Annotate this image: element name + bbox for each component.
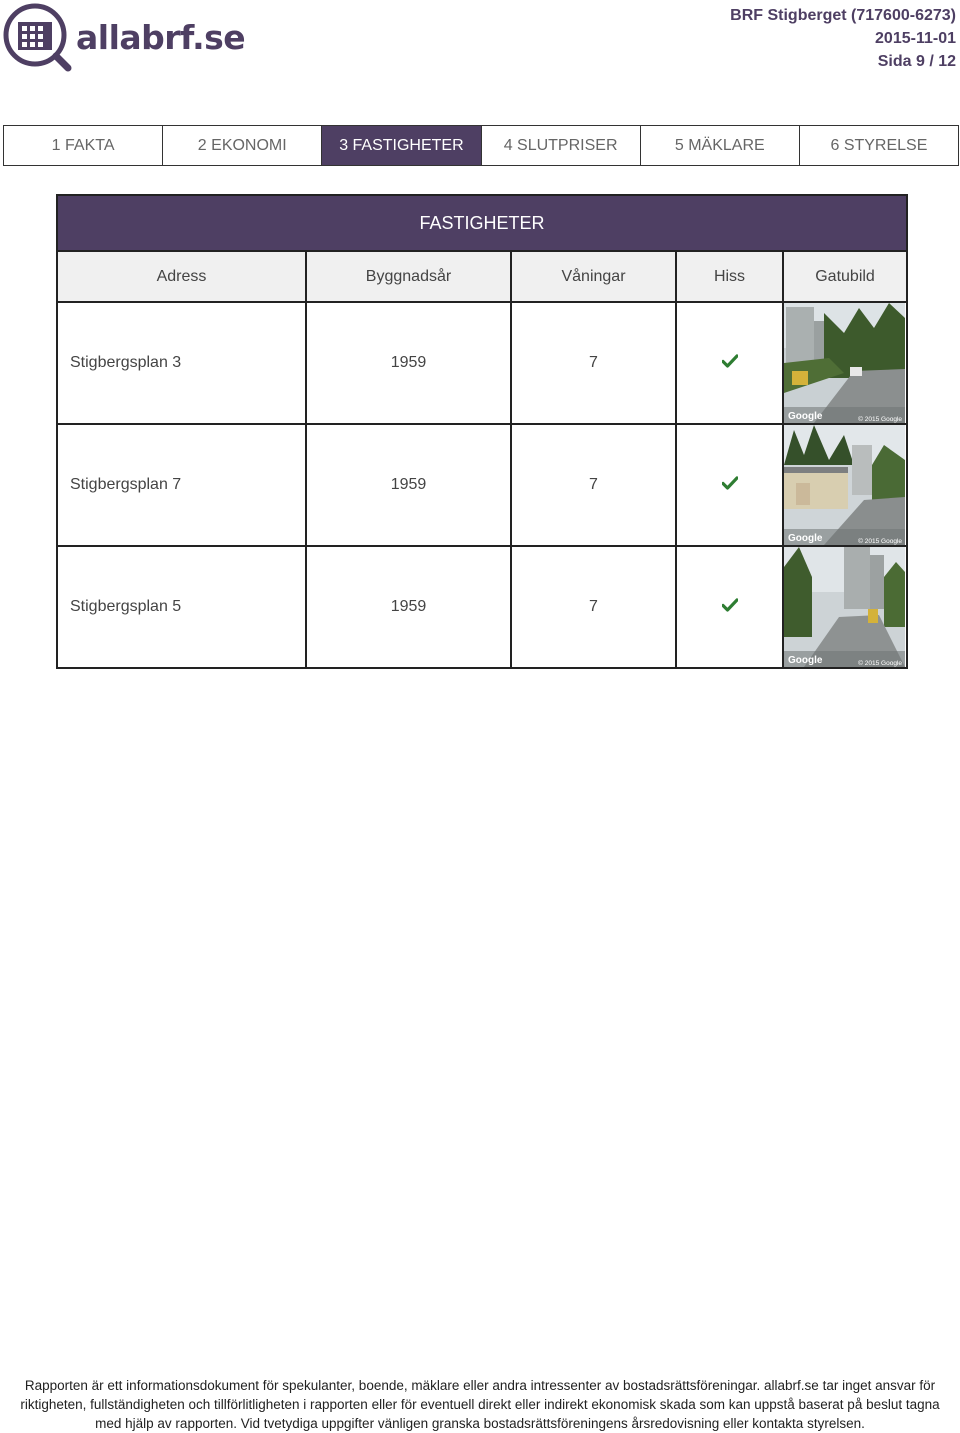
street-view-cell [783, 302, 907, 424]
table-header-row [57, 251, 907, 302]
disclaimer-line: med hjälp av rapporten. Vid tvetydiga uppgifter vänligen granska bostadsrättsföreningens årsredovisning eller kontakta styrelsen. [95, 1416, 865, 1431]
street-view-cell [783, 424, 907, 546]
checkmark-icon [722, 476, 738, 490]
floors-cell: 7 [511, 546, 676, 668]
column-header-floors: Våningar [511, 251, 676, 302]
google-logo: Google [788, 655, 823, 666]
table-row [57, 546, 907, 668]
elevator-cell [676, 546, 783, 668]
building-magnifier-icon [2, 2, 72, 72]
tab-fastigheter[interactable]: 3 FASTIGHETER [322, 126, 481, 165]
image-copyright: © 2015 Google [858, 416, 902, 423]
column-header-street-view: Gatubild [783, 251, 907, 302]
table-row [57, 424, 907, 546]
report-header [730, 4, 956, 73]
column-header-elevator: Hiss [676, 251, 783, 302]
address-cell: Stigbergsplan 5 [57, 546, 306, 668]
tab-maklare[interactable]: 5 MÄKLARE [641, 126, 800, 165]
checkmark-icon [722, 598, 738, 612]
column-header-year: Byggnadsår [306, 251, 511, 302]
disclaimer-footer [0, 1376, 960, 1433]
brand-name: allabrf.se [76, 17, 246, 57]
image-copyright: © 2015 Google [858, 660, 902, 667]
elevator-cell [676, 302, 783, 424]
report-date: 2015-11-01 [875, 30, 956, 47]
disclaimer-line: Rapporten är ett informationsdokument för spekulanter, boende, mäklare eller andra intressenter av bostadsrättsföreningar. allabrf.se tar inget ansvar för [24, 1378, 936, 1393]
floors-cell: 7 [511, 424, 676, 546]
page-number: Sida 9 / 12 [877, 53, 956, 70]
table-title: FASTIGHETER [57, 195, 907, 251]
google-logo: Google [788, 411, 823, 422]
image-copyright: © 2015 Google [858, 538, 902, 545]
street-view-image[interactable] [784, 547, 905, 667]
google-logo: Google [788, 533, 823, 544]
floors-cell: 7 [511, 302, 676, 424]
table-row [57, 302, 907, 424]
checkmark-icon [722, 354, 738, 368]
street-view-image[interactable] [784, 303, 905, 423]
report-title: BRF Stigberget (717600-6273) [730, 7, 956, 24]
properties-table [56, 194, 908, 669]
address-cell: Stigbergsplan 7 [57, 424, 306, 546]
tab-styrelse[interactable]: 6 STYRELSE [830, 136, 928, 154]
street-view-cell [783, 546, 907, 668]
address-cell: Stigbergsplan 3 [57, 302, 306, 424]
logo[interactable] [2, 2, 245, 72]
table-title-row [57, 195, 907, 251]
disclaimer-line: riktigheten, fullständigheten och tillförlitligheten i rapporten eller för eventuell direkt eller indirekt ekonomisk skada som kan uppstå baserat på beslut tagna [20, 1397, 940, 1412]
tab-slutpriser[interactable]: 4 SLUTPRISER [482, 126, 641, 165]
year-cell: 1959 [306, 302, 511, 424]
street-view-image[interactable] [784, 425, 905, 545]
tab-fakta[interactable]: 1 FAKTA [4, 126, 163, 165]
column-header-address: Adress [57, 251, 306, 302]
year-cell: 1959 [306, 546, 511, 668]
section-tabs [3, 125, 959, 166]
elevator-cell [676, 424, 783, 546]
year-cell: 1959 [306, 424, 511, 546]
tab-ekonomi[interactable]: 2 EKONOMI [163, 126, 322, 165]
